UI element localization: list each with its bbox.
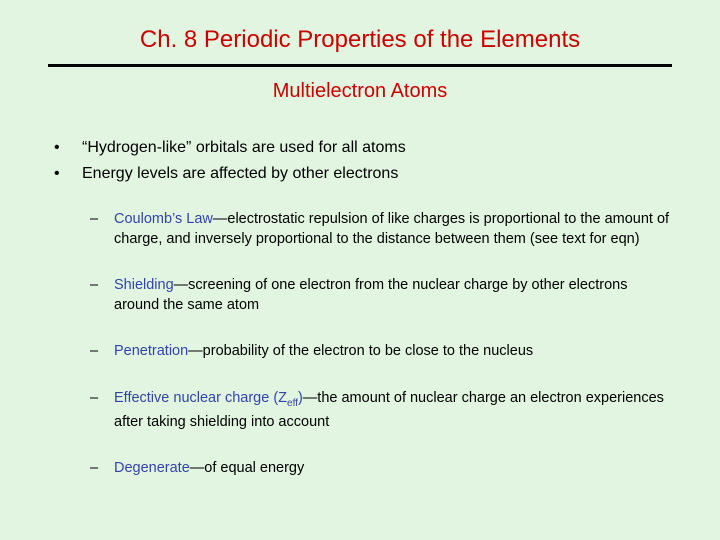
term-definition: —probability of the electron to be close to the nucleus [188,343,534,359]
term-label: Coulomb’s Law [114,211,213,227]
sub-item-effective-nuclear-charge [90,389,670,433]
term-label: Penetration [114,343,189,359]
bullet-text: “Hydrogen-like” orbitals are used for all atoms [82,139,406,156]
term-subscript: eff [287,397,298,409]
term-label: Degenerate [114,460,190,477]
bullet-text: Energy levels are affected by other electrons [82,165,399,182]
bullet-item [54,161,674,187]
bullet-item [54,135,674,161]
sub-item-shielding [90,276,670,315]
sub-item-coulombs-law [90,210,670,249]
term-definition: —screening of one electron from the nuclear charge by other electrons around the same atom [114,277,628,313]
term-definition: —the amount of nuclear charge an electron experiences after taking shielding into account [114,389,664,430]
bullet-marker: • [54,139,60,156]
bullet-marker: • [54,165,60,182]
slide-title: Ch. 8 Periodic Properties of the Elements [139,26,581,53]
sub-item-degenerate [90,459,670,479]
title-divider [48,64,672,67]
dash-marker: – [90,211,99,227]
sub-bullet-list [90,210,670,479]
term-label: Shielding [114,277,174,293]
dash-marker: – [90,389,99,406]
bullet-list [54,135,674,187]
dash-marker: – [90,343,99,359]
term-definition: —of equal energy [189,460,305,477]
term-symbol: (Z [269,389,288,406]
term-symbol-close: ) [297,389,303,406]
sub-item-penetration [90,342,670,362]
dash-marker: – [90,460,99,477]
term-label: Effective nuclear charge [114,389,270,406]
term-definition: —electrostatic repulsion of like charges is proportional to the amount of charge, and inversely proportional to the distance between them (see text for eqn) [114,211,670,247]
dash-marker: – [90,277,99,293]
slide-subtitle: Multielectron Atoms [272,80,448,102]
